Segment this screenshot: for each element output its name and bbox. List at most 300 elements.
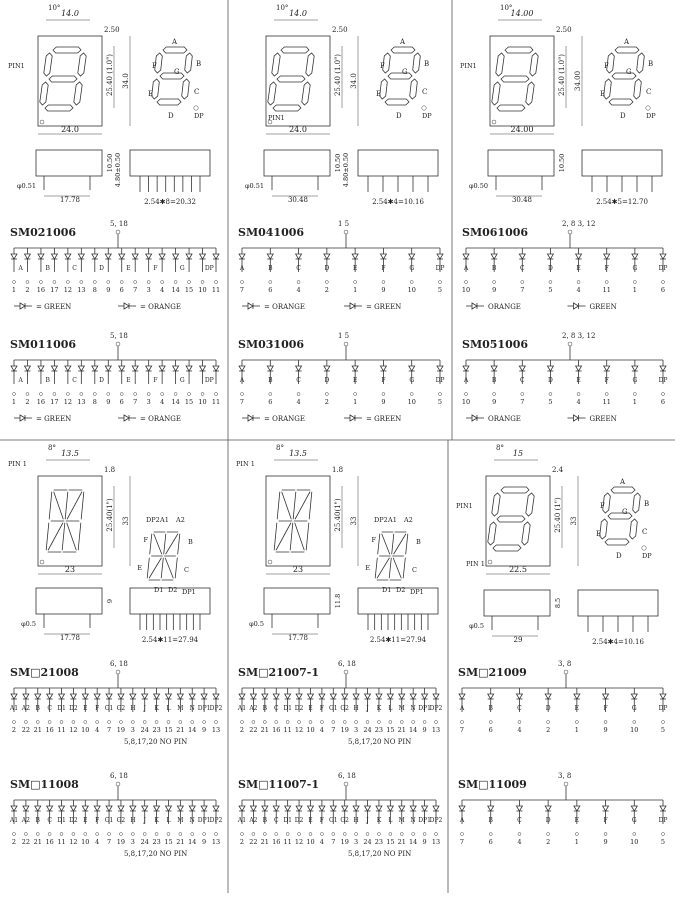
side-body-right (582, 150, 662, 176)
diode-2 (516, 694, 522, 699)
front-seg-d (273, 105, 301, 111)
pin-name: B (262, 817, 268, 824)
pin-name: D (324, 265, 330, 272)
front-seg-13 (295, 492, 310, 519)
diode-2 (38, 254, 44, 259)
pin-dot-0 (241, 281, 244, 284)
pin-name: G (179, 265, 185, 272)
pin1-marker (488, 560, 492, 564)
front-seg-g (49, 76, 77, 82)
seg-label-b: B (416, 538, 421, 546)
dim-pitch: 17.78 (59, 634, 81, 642)
pin-dot-10 (355, 721, 358, 724)
seg-label-a2: A2 (404, 516, 413, 524)
front-seg-e (268, 82, 276, 105)
diode-12 (376, 694, 382, 699)
pin-dot-5 (382, 393, 385, 396)
front-seg-b (530, 53, 538, 76)
diode-11 (142, 694, 148, 699)
pin-dot-4 (286, 721, 289, 724)
diode-1 (250, 694, 256, 699)
pin-name: E (576, 377, 581, 384)
dim-h1: 10.50 (334, 153, 342, 173)
diode-5 (380, 366, 386, 371)
pin-dot-15 (191, 833, 194, 836)
diode-17 (433, 694, 439, 699)
pin-number: 6 (268, 398, 273, 406)
pin-dot-8 (332, 721, 335, 724)
seg-label-d: D (396, 112, 402, 120)
dim-width: 22.5 (509, 565, 527, 574)
pin-dot-4 (286, 833, 289, 836)
map-seg-c (182, 79, 190, 99)
diode-15 (213, 254, 219, 259)
pin-dot-8 (120, 393, 123, 396)
pin-dot-1 (26, 393, 29, 396)
common-pin-label: 5, 18 (110, 220, 128, 228)
pin-dot-1 (269, 281, 272, 284)
pin-name: D1 (57, 705, 66, 712)
pin-name: A (459, 705, 465, 712)
pin-name: DP2 (209, 817, 223, 824)
circuit-0 (10, 220, 220, 311)
pin-number: 7 (459, 726, 465, 734)
seg-label-c: C (642, 528, 648, 536)
diode-5 (380, 254, 386, 259)
map-seg-d (605, 539, 629, 545)
pin-name: J (366, 817, 369, 824)
diode-1 (23, 694, 29, 699)
pin-dot-12 (174, 281, 177, 284)
pin-name: E (308, 817, 313, 824)
seg-label-e: E (365, 564, 370, 572)
legend-text: = GREEN (36, 303, 72, 311)
front-seg-7 (49, 492, 52, 519)
pin-number: 7 (106, 726, 112, 734)
diode-5 (296, 694, 302, 699)
legend-text: = ORANGE (140, 303, 181, 311)
pin-name: C (72, 265, 77, 272)
seg-label-b: B (648, 60, 654, 68)
pin-number: 4 (576, 398, 581, 406)
pin-dot-3 (549, 393, 552, 396)
pin-number: 5 (660, 726, 666, 734)
pin-number: 16 (36, 398, 46, 406)
dim-pitch-total: 2.54✱11=27.94 (141, 636, 199, 644)
dim-vert-inner: 25.40(1") (106, 498, 114, 532)
pin-number: 15 (386, 726, 395, 734)
pin-number: 8 (92, 398, 97, 406)
pin-name: D1 (283, 705, 292, 712)
pin-dot-13 (389, 721, 392, 724)
front-seg-15 (295, 523, 304, 550)
pin-name: L (388, 705, 393, 712)
dim-vert-outer: 33 (350, 516, 358, 526)
pin-number: 11 (57, 838, 66, 846)
legend-symbol-0 (242, 303, 260, 309)
pin-number: 12 (63, 398, 73, 406)
diode-5 (78, 254, 84, 259)
pin-name: DP1 (197, 817, 211, 824)
pin-name: B (268, 377, 273, 384)
front-seg-f (272, 53, 280, 76)
front-alnum-digit (274, 490, 312, 552)
pin-dot-1 (269, 393, 272, 396)
pin-name: A2 (21, 817, 30, 824)
pin-name: DP1 (418, 817, 431, 824)
front-seg-14 (276, 523, 291, 550)
diode-3 (51, 254, 57, 259)
diode-6 (307, 694, 313, 699)
pin-dot-2 (297, 281, 300, 284)
diode-7 (660, 694, 666, 699)
pin-number: 3 (130, 726, 135, 734)
pin-name: C (519, 265, 525, 272)
pin-dot-2 (263, 833, 266, 836)
pin-number: 7 (331, 838, 336, 846)
side-body-left (484, 590, 550, 616)
diode-2 (262, 806, 268, 811)
front-seg-6 (46, 523, 49, 550)
legend-symbol-1 (118, 303, 136, 309)
front-digit (268, 47, 314, 111)
pin-dot-10 (147, 281, 150, 284)
pin-dot-0 (13, 833, 16, 836)
pin-dot-11 (161, 393, 164, 396)
map-alnum-digit (147, 532, 180, 580)
pin-number: 14 (171, 398, 180, 406)
seg-label-c: C (646, 88, 652, 96)
map-seg-a (615, 47, 639, 53)
dim-h2: 4.80±0.50 (342, 152, 350, 188)
pin-number: 14 (188, 838, 197, 846)
diode-5 (603, 806, 609, 811)
dim-vert-outer: 33 (570, 516, 578, 526)
pin1-label: PIN1 (456, 502, 473, 510)
side-body-left (264, 150, 330, 176)
common-pin-dot (344, 230, 348, 234)
pin-dot-14 (400, 833, 403, 836)
pin-dot-6 (410, 281, 413, 284)
map-seg-11 (161, 558, 163, 578)
pin-number: 19 (340, 838, 349, 846)
pin-dot-8 (108, 833, 111, 836)
diode-0 (463, 254, 469, 259)
circuit-0 (9, 660, 223, 746)
common-pin-dot (116, 230, 120, 234)
diode-8 (106, 806, 112, 811)
segment-map (376, 38, 432, 120)
seg-label-e: E (596, 530, 602, 538)
diode-15 (213, 366, 219, 371)
diode-3 (324, 366, 330, 371)
seg-label-f: F (600, 502, 605, 510)
pin-dot-0 (241, 721, 244, 724)
pin-name: B (45, 377, 50, 384)
diode-3 (47, 694, 53, 699)
panel-p5 (236, 444, 443, 858)
pin-number: 6 (119, 286, 124, 294)
diode-0 (239, 366, 245, 371)
dim-h1: 11.8 (334, 593, 342, 609)
circuit-title: SM041006 (238, 226, 305, 239)
common-pin-dot (568, 230, 572, 234)
diode-10 (146, 254, 152, 259)
diode-6 (631, 694, 637, 699)
pin-name: C (296, 265, 301, 272)
diode-4 (574, 806, 580, 811)
pin-dot-0 (13, 721, 16, 724)
pin-number: 21 (33, 726, 42, 734)
side-views (469, 150, 662, 206)
pin-number: 2 (546, 726, 551, 734)
pin-number: 15 (164, 838, 173, 846)
diode-12 (173, 254, 179, 259)
pin-number: 16 (272, 726, 281, 734)
diode-7 (437, 254, 443, 259)
diode-7 (437, 366, 443, 371)
pin-number: 1 (11, 286, 17, 294)
diode-11 (159, 254, 165, 259)
diode-1 (24, 366, 30, 371)
pin-name: N (189, 705, 195, 712)
pin-dot-11 (143, 833, 146, 836)
pin-number: 1 (632, 286, 637, 294)
seg-label-d: D (620, 112, 626, 120)
pin-name: G2 (116, 817, 126, 824)
front-seg-g (501, 76, 529, 82)
dim-vert-inner: 25.40 (1.0") (558, 53, 566, 97)
diode-11 (142, 806, 148, 811)
side-views (245, 150, 438, 206)
diode-14 (177, 806, 183, 811)
diode-1 (267, 366, 273, 371)
circuit-0 (237, 660, 443, 746)
pin-name: DP2 (209, 705, 223, 712)
front-view (460, 4, 582, 134)
seg-label-d1: D1 (154, 586, 164, 594)
pin-dot-17 (435, 721, 438, 724)
legend-symbol-0 (14, 415, 32, 421)
pin-name: G1 (328, 817, 338, 824)
seg-label-g: G (626, 68, 632, 76)
pin-number: 14 (409, 726, 418, 734)
dim-top: 14.0 (61, 9, 79, 18)
pin-number: 1 (353, 398, 358, 406)
pin-dot-13 (389, 833, 392, 836)
pin-name: D1 (57, 817, 66, 824)
seg-label-d2: D2 (168, 586, 178, 594)
pin-name: C (517, 817, 522, 824)
pin-dot-5 (298, 721, 301, 724)
pin-name: M (177, 705, 184, 712)
seg-label-e: E (600, 90, 606, 98)
diode-2 (296, 254, 302, 259)
diode-3 (273, 806, 279, 811)
pin-dot-4 (354, 281, 357, 284)
pin-name: G2 (340, 705, 350, 712)
pin-dot-4 (66, 281, 69, 284)
legend-symbol-0 (242, 415, 260, 421)
pin-name: J (143, 817, 146, 824)
front-view (8, 4, 130, 134)
map-seg-a (611, 487, 635, 493)
pin-dot-7 (439, 281, 442, 284)
pin-name: A2 (249, 817, 258, 824)
dim-pin: φ0.51 (16, 182, 36, 190)
front-seg-15 (67, 523, 76, 550)
front-seg-11 (62, 523, 65, 550)
pin-name: D (545, 705, 551, 712)
pin-dot-7 (107, 281, 110, 284)
side-body-right (358, 150, 438, 176)
map-seg-b (637, 53, 645, 73)
diode-12 (173, 366, 179, 371)
map-seg-3 (403, 558, 405, 578)
side-body-left (488, 150, 554, 176)
pin-dot-16 (203, 833, 206, 836)
seg-label-f: F (380, 62, 385, 70)
circuit-title: SM011006 (10, 338, 77, 351)
pin-dot-3 (53, 281, 56, 284)
diode-3 (545, 694, 551, 699)
pin1-marker (40, 560, 44, 564)
map-digit (152, 47, 193, 105)
map-seg-g (608, 513, 632, 519)
map-digit (380, 47, 421, 105)
pin-name: F (95, 817, 100, 824)
dim-vert-outer: 34.0 (350, 73, 358, 89)
pin-number: 21 (176, 838, 185, 846)
diode-0 (239, 694, 245, 699)
diode-7 (660, 254, 666, 259)
dim-right: 2.50 (556, 26, 572, 34)
common-pin-dot (568, 342, 572, 346)
map-seg-10 (392, 534, 394, 554)
pin-dot-10 (131, 833, 134, 836)
legend-symbol-1 (568, 415, 586, 421)
segment-map (600, 38, 656, 120)
front-seg-7 (277, 492, 280, 519)
pin-name: A1 (237, 817, 247, 824)
pin-number: 7 (106, 838, 112, 846)
diode-13 (165, 694, 171, 699)
pin-dot-4 (60, 833, 63, 836)
pin-number: 3 (130, 838, 135, 846)
common-pin-label: 2, 8 3, 12 (562, 332, 596, 340)
legend-text: = GREEN (36, 415, 72, 423)
pin1-label: PIN1 (460, 62, 477, 70)
pin-name: A (463, 265, 469, 272)
pin-name: L (388, 817, 393, 824)
pin1-label: PIN1 (268, 114, 285, 122)
pin-name: E (352, 377, 358, 384)
map-seg-11 (389, 558, 391, 578)
pin-dot-0 (465, 281, 468, 284)
pin-name: DP1 (418, 705, 431, 712)
pin-name: N (410, 705, 416, 712)
diode-15 (189, 694, 195, 699)
common-pin-label: 5, 18 (110, 332, 128, 340)
pin-number: 9 (106, 398, 111, 406)
front-outline (266, 36, 330, 126)
pin-dot-5 (80, 281, 83, 284)
pin-name: E (574, 705, 580, 712)
diode-4 (65, 254, 71, 259)
pin-number: 9 (422, 838, 427, 846)
dim-pitch: 29 (513, 636, 523, 644)
pin-number: 10 (461, 398, 471, 406)
common-pin-dot (116, 670, 120, 674)
common-pin-dot (344, 342, 348, 346)
common-pin-dot (344, 670, 348, 674)
map-seg-12 (154, 534, 162, 554)
pin-name: E (126, 377, 131, 384)
pin-name: D1 (283, 817, 292, 824)
diode-7 (105, 254, 111, 259)
pin-name: F (153, 265, 158, 272)
front-seg-e (40, 82, 48, 105)
pin-number: 10 (81, 726, 90, 734)
pin-name: K (154, 817, 159, 824)
pin-number: 5 (548, 398, 553, 406)
diode-2 (519, 366, 525, 371)
pin-name: B (268, 265, 273, 272)
segment-map (148, 38, 204, 120)
diode-1 (488, 694, 494, 699)
pin-dot-12 (174, 393, 177, 396)
front-seg-2 (81, 492, 84, 519)
pin-number: 23 (152, 726, 161, 734)
pin-dot-14 (201, 393, 204, 396)
pin-dot-8 (120, 281, 123, 284)
common-pin-label: 6, 18 (338, 772, 356, 780)
map-seg-6 (147, 558, 149, 578)
front-seg-f (496, 53, 504, 76)
dim-tilt: 10° (276, 4, 289, 12)
pin-name: J (143, 705, 146, 712)
pin-number: 4 (517, 838, 522, 846)
diode-4 (285, 694, 291, 699)
pin-name: G1 (328, 705, 338, 712)
pin-number: 11 (57, 726, 66, 734)
pin-name: DP (204, 265, 214, 272)
pin-number: 23 (374, 726, 384, 734)
pin-number: 2 (324, 286, 329, 294)
panel-p4 (8, 444, 223, 858)
circuit-1 (458, 772, 667, 846)
seg-label-c: C (422, 88, 428, 96)
pin-number: 10 (198, 398, 207, 406)
map-seg-c (630, 519, 638, 539)
dim-h2: 4.80±0.50 (114, 152, 122, 188)
pin-name: DP (435, 377, 445, 384)
diode-3 (47, 806, 53, 811)
pin-number: 11 (283, 838, 292, 846)
diode-5 (604, 254, 610, 259)
diode-14 (200, 366, 206, 371)
circuit-1 (10, 332, 220, 423)
pin-number: 11 (211, 286, 221, 294)
pin-dot-2 (36, 833, 39, 836)
diode-4 (285, 806, 291, 811)
pin-dot-9 (119, 833, 122, 836)
pin-dot-3 (53, 393, 56, 396)
map-seg-13 (394, 534, 406, 554)
pin-name: E (126, 265, 131, 272)
side-views (21, 588, 210, 644)
pin-number: 16 (36, 286, 46, 294)
